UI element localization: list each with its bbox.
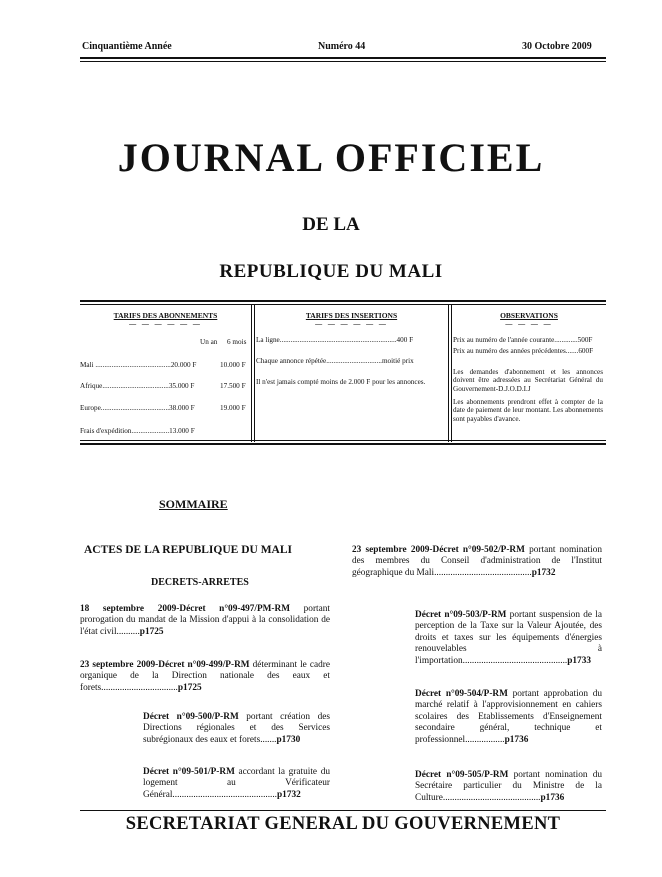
entry-text: portant approbation du marché relatif à l'approvisionnement en cahiers scolaires des Etablissements d'Enseignement secondaire général, technique et professionnel................. bbox=[415, 689, 602, 745]
subsection-decrets-title: DECRETS-ARRETES bbox=[151, 577, 249, 588]
price-current-year: Prix au numéro de l'année courante.............500F bbox=[453, 336, 593, 344]
entry-page: p1732 bbox=[531, 567, 556, 578]
entry-date: 23 septembre 2009- bbox=[80, 660, 159, 670]
entry-date: 23 septembre 2009- bbox=[352, 545, 433, 555]
entry-text: portant création des Directions régionales et des Services subrégionaux des eaux et forets....... bbox=[143, 712, 330, 745]
sommaire-title: SOMMAIRE bbox=[159, 497, 228, 511]
entry-decree: Décret n°09-500/P-RM bbox=[143, 712, 239, 722]
col-one-year: Un an bbox=[200, 338, 218, 346]
entry-page: p1725 bbox=[139, 626, 164, 637]
header-rule-thin bbox=[80, 61, 606, 62]
insertion-minimum: Il n'est jamais compté moins de 2.000 F pour les annonces. bbox=[256, 378, 426, 386]
rate-mali: Mali ..........................................20.000 F bbox=[80, 361, 197, 369]
subscription-requests-note: Les demandes d'abonnement et les annonces doivent être adressées au Secrétariat Général du Gouvernement-D.J.O.D.I.J bbox=[453, 368, 603, 393]
journal-title: JOURNAL OFFICIEL bbox=[117, 135, 545, 180]
sommaire-entry bbox=[415, 610, 602, 667]
entry-page: p1725 bbox=[177, 682, 202, 693]
insertions-dashes: — — — — — — bbox=[315, 320, 388, 328]
entry-page: p1730 bbox=[276, 734, 301, 745]
entry-text: portant suspension de la perception de la Taxe sur la Valeur Ajoutée, des droits et taxes sur les équipements d'énergies renouvelables à l'importation............................................. bbox=[415, 610, 602, 666]
tariff-divider-1 bbox=[251, 304, 252, 442]
issue-date: 30 Octobre 2009 bbox=[522, 41, 592, 52]
sommaire-entry bbox=[143, 767, 330, 801]
entry-decree: Décret n°09-503/P-RM bbox=[415, 610, 507, 620]
entry-date: 18 septembre 2009- bbox=[80, 604, 180, 614]
entry-decree: Décret n°09-505/P-RM bbox=[415, 770, 509, 780]
year-label: Cinquantième Année bbox=[82, 41, 172, 52]
entry-decree: Décret n°09-504/P-RM bbox=[415, 689, 508, 699]
header-rule-thick bbox=[80, 57, 606, 59]
insertion-line-rate: La ligne.................................................................400 F bbox=[256, 336, 414, 344]
tariff-rule-bottom-thick bbox=[80, 443, 606, 445]
rate-europe-six: 19.000 F bbox=[220, 404, 246, 412]
subscriptions-title: TARIFS DES ABONNEMENTS bbox=[113, 311, 218, 320]
entry-page: p1733 bbox=[567, 655, 591, 666]
entry-decree: Décret n°09-499/P-RM bbox=[158, 660, 250, 670]
entry-text: portant nomination du Secrétaire particulier du Ministre de la Culture.......................................... bbox=[415, 770, 602, 803]
rate-europe: Europe......................................38.000 F bbox=[80, 404, 195, 412]
entry-decree: Décret n°09-501/P-RM bbox=[143, 767, 235, 777]
rate-mali-six: 10.000 F bbox=[220, 361, 246, 369]
tariff-rule-top-thin bbox=[80, 304, 606, 305]
section-actes-title: ACTES DE LA REPUBLIQUE DU MALI bbox=[84, 544, 292, 556]
entry-decree: Décret n°09-502/P-RM bbox=[432, 545, 525, 555]
footer-title: SECRETARIAT GENERAL DU GOUVERNEMENT bbox=[125, 814, 561, 834]
entry-page: p1736 bbox=[540, 792, 565, 803]
price-past-years: Prix au numéro des années précédentes.......600F bbox=[453, 347, 594, 355]
entry-page: p1736 bbox=[504, 734, 529, 745]
tariff-divider-2 bbox=[448, 304, 449, 442]
entry-text: déterminant le cadre organique de la Direction nationale des eaux et forets................................. bbox=[80, 660, 330, 693]
tariff-rule-bottom-thin bbox=[80, 440, 606, 441]
sommaire-entry bbox=[143, 712, 330, 746]
entry-text: portant prorogation du mandat de la Mission d'appui à la consolidation de l'état civil.......... bbox=[80, 604, 330, 637]
rate-afrique: Afrique.....................................35.000 F bbox=[80, 382, 195, 390]
sommaire-entry bbox=[80, 660, 330, 694]
sommaire-entry bbox=[80, 604, 330, 638]
subscription-effect-note: Les abonnements prendront effet à compter de la date de paiement de leur montant. Les abonnements sont payables d'avance. bbox=[453, 398, 603, 423]
sommaire-entry bbox=[352, 545, 602, 579]
entry-page: p1732 bbox=[277, 789, 301, 800]
issue-number: Numéro 44 bbox=[318, 41, 366, 52]
rate-afrique-six: 17.500 F bbox=[220, 382, 246, 390]
insertions-title: TARIFS DES INSERTIONS bbox=[305, 311, 398, 320]
sommaire-entry bbox=[415, 689, 602, 746]
observations-title: OBSERVATIONS bbox=[500, 311, 558, 320]
observations-dashes: — — — — bbox=[505, 320, 553, 328]
entry-decree: Décret n°09-497/PM-RM bbox=[179, 604, 291, 614]
footer-rule bbox=[80, 810, 606, 811]
tariff-rule-top-thick bbox=[80, 300, 606, 302]
insertion-repeat-rate: Chaque annonce répétée...............................moitié prix bbox=[256, 357, 414, 365]
rate-shipping: Frais d'expédition.....................13.000 F bbox=[80, 427, 195, 435]
masthead-subtitle-republic: REPUBLIQUE DU MALI bbox=[219, 261, 443, 282]
masthead-subtitle-de-la: DE LA bbox=[302, 214, 360, 235]
entry-text: accordant la gratuite du logement au Vérificateur Général............................................. bbox=[143, 767, 331, 800]
entry-text: portant nomination des membres du Conseil d'administration de l'Institut géographique du Mali.......................................... bbox=[352, 545, 602, 578]
col-six-months: 6 mois bbox=[227, 338, 247, 346]
subscriptions-dashes: — — — — — — bbox=[129, 320, 202, 328]
sommaire-entry bbox=[415, 770, 602, 804]
